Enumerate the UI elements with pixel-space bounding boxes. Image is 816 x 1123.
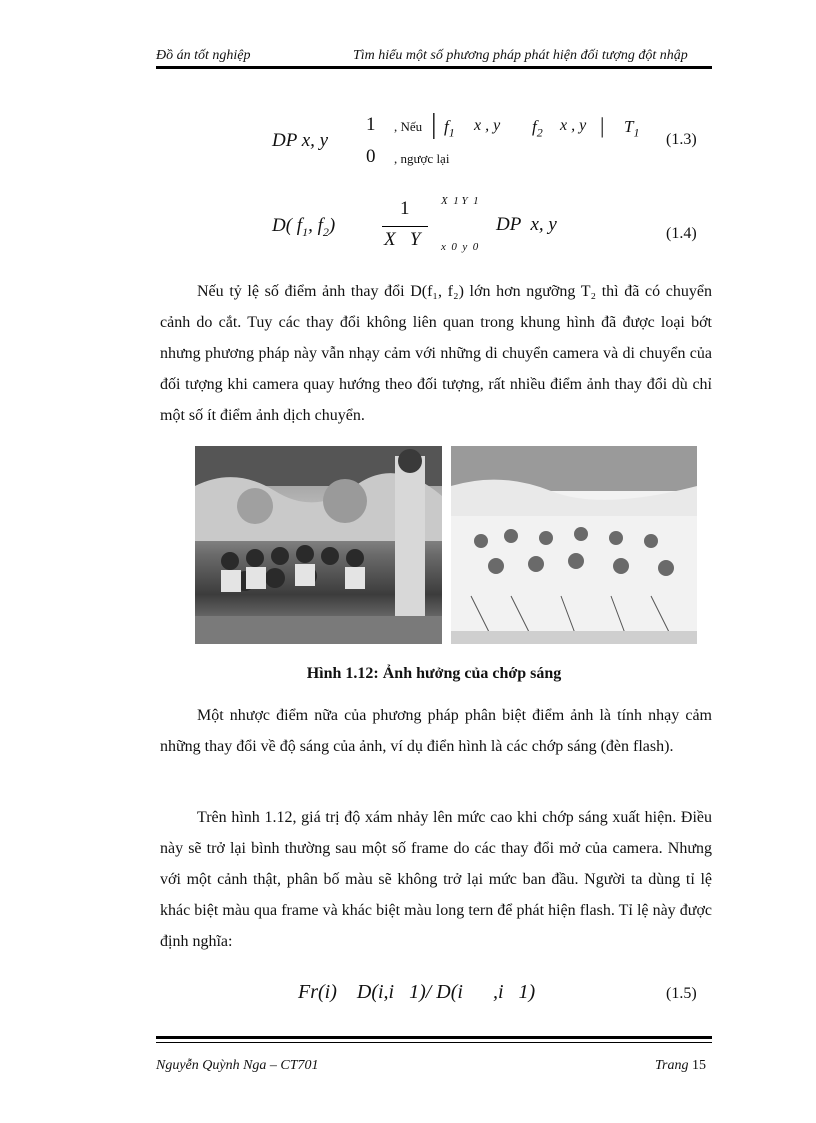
eq14-number: (1.4) bbox=[666, 225, 697, 242]
eq15-expression: Fr(i) D(i,i 1)/ D(i ,i 1) bbox=[298, 981, 536, 1003]
paragraph-2: Một nhược điểm nữa của phương pháp phân biệt điểm ảnh là tính nhạy cảm những thay đổi về độ sáng của ảnh, ví dụ điển hình là các chớp sáng (đèn flash). bbox=[160, 707, 712, 755]
figure-caption: Hình 1.12: Ảnh hưởng của chớp sáng bbox=[306, 665, 562, 682]
eq14-sum-lower: x 0 y 0 bbox=[441, 241, 479, 253]
footer-rule-thick bbox=[156, 1036, 712, 1039]
eq13-f2: $f_2$ bbox=[532, 117, 543, 140]
eq14-frac-bar bbox=[382, 226, 428, 227]
eq13-xy1: x , y bbox=[474, 117, 501, 134]
eq13-case1-value: 1 bbox=[366, 114, 376, 135]
eq13-xy2: x , y bbox=[560, 117, 587, 134]
photo-normal-scene bbox=[195, 446, 442, 644]
eq14-frac-den: X Y bbox=[384, 229, 421, 250]
header-left: Đồ án tốt nghiệp bbox=[156, 48, 251, 63]
footer-author: Nguyễn Quỳnh Nga – CT701 bbox=[156, 1058, 319, 1073]
eq13-abs-open: | bbox=[431, 109, 437, 140]
eq14-frac-num: 1 bbox=[400, 198, 410, 219]
eq13-case2-value: 0 bbox=[366, 146, 376, 167]
footer-page: Trang 15 bbox=[655, 1058, 706, 1073]
eq14-summand: DP x, y bbox=[496, 214, 557, 235]
header-right: Tìm hiểu một số phương pháp phát hiện đối tượng đột nhập bbox=[353, 48, 688, 63]
eq13-number: (1.3) bbox=[666, 131, 697, 148]
photo-flash bbox=[451, 446, 697, 644]
eq13-f1: $f_1$ bbox=[444, 117, 455, 140]
photo-flash-scene bbox=[451, 446, 697, 644]
eq13-case1-cond: , Nếu bbox=[394, 119, 423, 134]
eq13-threshold: $T_1$ bbox=[624, 117, 640, 140]
paragraph-1: Nếu tỷ lệ số điểm ảnh thay đổi D(f₁, f₂) lớn hơn ngưỡng T₂ thì đã có chuyển cảnh do cắt. Tuy các thay đổi không liên quan trong khung hình đã được loại bớt nhưng phương pháp này vẫn nhạy cảm với những di chuyển camera và di chuyển của đối tượng khi camera quay hướng theo đối tượng, rất nhiều điểm ảnh thay đổi dù chỉ một số ít điểm ảnh dịch chuyển. bbox=[160, 283, 712, 424]
eq15-number: (1.5) bbox=[666, 985, 697, 1002]
eq14-sum-upper: X 1 Y 1 bbox=[441, 195, 479, 207]
paragraph-3: Trên hình 1.12, giá trị độ xám nhảy lên mức cao khi chớp sáng xuất hiện. Điều này sẽ trở lại bình thường sau một số frame do các thay đổi mở của camera. Nhưng với một cảnh thật, phân bố màu sẽ không trở lại mức ban đầu. Người ta dùng tỉ lệ khác biệt màu qua frame và khác biệt màu long tern để phát hiện flash. Tỉ lệ này được định nghĩa: bbox=[160, 809, 712, 950]
eq13-lhs: DP x, y bbox=[272, 130, 329, 151]
eq13-abs-close: | bbox=[600, 113, 605, 138]
eq14-lhs: D( $f_1$, $f_2$) bbox=[272, 215, 336, 239]
header-rule bbox=[156, 66, 712, 69]
photo-normal bbox=[195, 446, 442, 644]
eq13-case2-cond: , ngược lại bbox=[394, 151, 450, 166]
footer-rule-thin bbox=[156, 1042, 712, 1043]
